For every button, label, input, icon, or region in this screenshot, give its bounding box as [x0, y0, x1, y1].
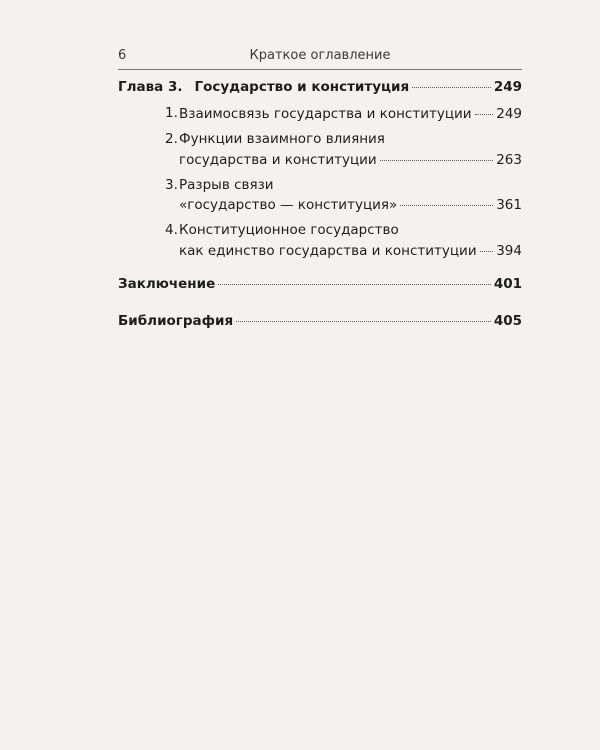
dot-leader [480, 237, 494, 252]
section-page: 263 [496, 151, 522, 168]
toc-section-4 [118, 221, 522, 261]
section-title-line: Конституционное государство [179, 222, 399, 238]
toc-section-1 [118, 104, 522, 125]
section-title-line: Функции взаимного влияния [179, 131, 385, 147]
chapter-page: 249 [493, 78, 522, 95]
bibliography-page: 405 [493, 312, 522, 329]
section-page: 394 [496, 242, 522, 259]
chapter-label: Глава 3. [118, 78, 183, 95]
section-number: 1. [165, 104, 178, 121]
section-number: 3. [165, 176, 178, 193]
dot-leader [400, 192, 493, 207]
dot-leader [475, 101, 494, 116]
section-number: 2. [165, 131, 178, 147]
section-title-line: государства и конституции [179, 151, 377, 168]
dot-leader [412, 73, 491, 88]
section-title-line: как единство государства и конституции [179, 242, 477, 259]
section-page: 249 [496, 106, 522, 122]
running-header [118, 44, 522, 70]
header-rule [118, 69, 522, 70]
bibliography-title: Библиография [118, 312, 234, 329]
dot-leader [236, 307, 491, 322]
section-title-line: «государство — конституция» [179, 197, 398, 213]
toc-chapter-3 [118, 76, 522, 97]
conclusion-title: Заключение [118, 276, 216, 292]
dot-leader [218, 271, 491, 286]
toc-bibliography [118, 310, 522, 331]
table-of-contents [118, 76, 522, 331]
running-title: Краткое оглавление [249, 48, 391, 63]
page-number: 6 [118, 48, 127, 63]
toc-section-2 [118, 130, 522, 170]
conclusion-page: 401 [493, 276, 522, 292]
chapter-title: Государство и конституция [194, 78, 410, 95]
toc-conclusion [118, 274, 522, 295]
section-number: 4. [165, 222, 178, 238]
toc-section-3 [118, 176, 522, 216]
section-page: 361 [496, 197, 522, 213]
dot-leader [380, 146, 494, 161]
section-title-line: Разрыв связи [179, 176, 274, 193]
section-title-line: Взаимосвязь государства и конституции [179, 106, 472, 122]
